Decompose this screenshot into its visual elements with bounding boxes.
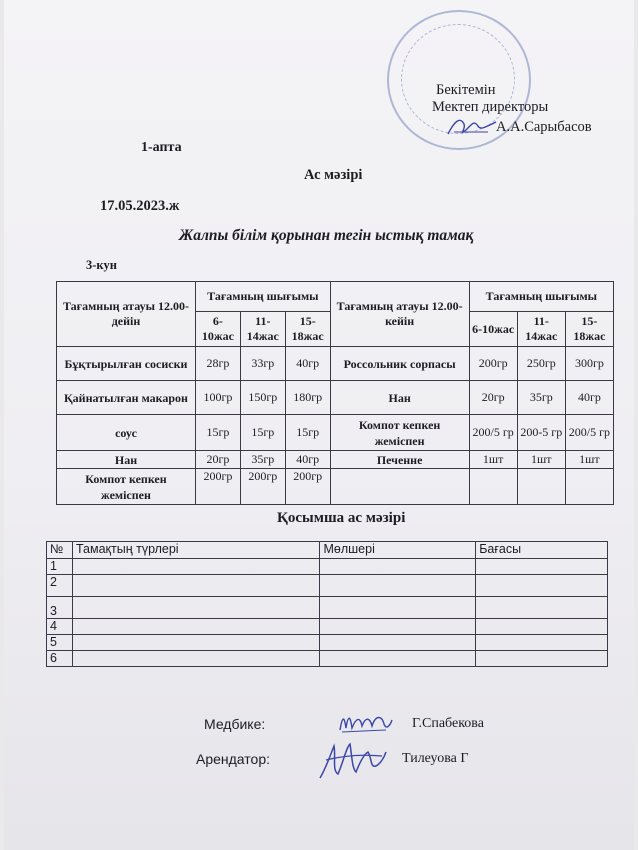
portion-cell: 20гр bbox=[469, 381, 517, 415]
portion-cell: 15гр bbox=[195, 415, 240, 451]
dish-name: Компот кепкен жемiспен bbox=[330, 415, 469, 451]
portion-cell bbox=[469, 469, 517, 505]
portion-cell: 200-5 гр bbox=[517, 415, 565, 451]
extra-menu-table bbox=[46, 541, 608, 667]
table-row bbox=[57, 347, 614, 381]
portion-cell: 28гр bbox=[195, 347, 240, 381]
table-row bbox=[57, 451, 614, 469]
age-header: 11-14жас bbox=[517, 312, 565, 347]
header-name-after: Тағамның атауы 12.00-кейін bbox=[330, 282, 469, 347]
approve-label: Бекітемін bbox=[436, 82, 496, 98]
week-label: 1-апта bbox=[141, 140, 182, 155]
portion-cell: 40гр bbox=[285, 451, 330, 469]
portion-cell: 20гр bbox=[195, 451, 240, 469]
portion-cell: 1шт bbox=[565, 451, 613, 469]
dish-name bbox=[330, 469, 469, 505]
dish-name: Нан bbox=[330, 381, 469, 415]
portion-cell: 300гр bbox=[565, 347, 613, 381]
main-menu-table bbox=[56, 281, 614, 505]
menu-title: Ас мәзірі bbox=[304, 167, 363, 183]
table-row bbox=[57, 469, 614, 505]
tenant-signature bbox=[316, 738, 390, 784]
dish-name: Россольник сорпасы bbox=[330, 347, 469, 381]
tenant-name: Тилеуова Г bbox=[402, 751, 469, 766]
extra-menu-title: Қосымша ас мәзірі bbox=[277, 510, 406, 526]
table-row bbox=[47, 559, 608, 575]
portion-cell: 1шт bbox=[469, 451, 517, 469]
portion-cell bbox=[565, 469, 613, 505]
row-number: 1 bbox=[47, 559, 73, 575]
portion-cell: 100гр bbox=[195, 381, 240, 415]
table-row bbox=[47, 635, 608, 651]
table-row bbox=[47, 597, 608, 619]
portion-cell: 200/5 гр bbox=[565, 415, 613, 451]
row-number: 3 bbox=[47, 597, 73, 619]
nurse-signature bbox=[336, 708, 396, 738]
portion-cell: 150гр bbox=[240, 381, 285, 415]
table-row bbox=[57, 415, 614, 451]
dish-name: соус bbox=[57, 415, 196, 451]
portion-cell: 40гр bbox=[285, 347, 330, 381]
extra-header-price: Бағасы bbox=[476, 542, 608, 559]
dish-name: Нан bbox=[57, 451, 196, 469]
age-header: 6-10жас bbox=[469, 312, 517, 347]
row-number: 4 bbox=[47, 619, 73, 635]
document-page bbox=[4, 0, 634, 850]
portion-cell: 33гр bbox=[240, 347, 285, 381]
dish-name: Қайнатылған макарон bbox=[57, 381, 196, 415]
extra-header-number: № bbox=[47, 542, 73, 559]
portion-cell: 180гр bbox=[285, 381, 330, 415]
nurse-name: Г.Спабекова bbox=[412, 716, 484, 731]
table-row bbox=[47, 651, 608, 667]
row-number: 5 bbox=[47, 635, 73, 651]
age-header: 15-18жас bbox=[285, 312, 330, 347]
portion-cell: 200/5 гр bbox=[469, 415, 517, 451]
portion-cell: 40гр bbox=[565, 381, 613, 415]
portion-cell: 200гр bbox=[285, 469, 330, 505]
director-signature bbox=[444, 112, 500, 140]
portion-cell: 200гр bbox=[469, 347, 517, 381]
menu-date: 17.05.2023.ж bbox=[100, 198, 180, 214]
dish-name: Бұқтырылған сосиски bbox=[57, 347, 196, 381]
table-row bbox=[47, 575, 608, 597]
age-header: 15-18жас bbox=[565, 312, 613, 347]
row-number: 6 bbox=[47, 651, 73, 667]
menu-subtitle: Жалпы білім қорынан тегін ыстық тамақ bbox=[179, 227, 474, 244]
extra-header-food-types: Тамақтың түрлері bbox=[72, 542, 320, 559]
table-row bbox=[47, 619, 608, 635]
portion-cell: 250гр bbox=[517, 347, 565, 381]
header-name-before: Тағамның атауы 12.00-дейін bbox=[57, 282, 196, 347]
tenant-label: Арендатор: bbox=[196, 751, 271, 767]
director-name: А.А.Сарыбасов bbox=[496, 119, 592, 135]
portion-cell: 15гр bbox=[240, 415, 285, 451]
portion-cell: 35гр bbox=[517, 381, 565, 415]
director-title: Мектеп директоры bbox=[432, 99, 549, 115]
age-header: 6-10жас bbox=[195, 312, 240, 347]
extra-header-quantity: Мөлшері bbox=[320, 542, 476, 559]
portion-cell: 200гр bbox=[240, 469, 285, 505]
table-row bbox=[57, 381, 614, 415]
header-yield-left: Тағамның шығымы bbox=[195, 282, 330, 312]
dish-name: Компот кепкен жемiспен bbox=[57, 469, 196, 505]
header-yield-right: Тағамның шығымы bbox=[469, 282, 613, 312]
age-header: 11-14жас bbox=[240, 312, 285, 347]
row-number: 2 bbox=[47, 575, 73, 597]
dish-name: Печенне bbox=[330, 451, 469, 469]
portion-cell: 15гр bbox=[285, 415, 330, 451]
nurse-label: Медбике: bbox=[204, 716, 266, 732]
day-label: 3-кун bbox=[86, 258, 117, 272]
portion-cell bbox=[517, 469, 565, 505]
portion-cell: 35гр bbox=[240, 451, 285, 469]
portion-cell: 200гр bbox=[195, 469, 240, 505]
portion-cell: 1шт bbox=[517, 451, 565, 469]
